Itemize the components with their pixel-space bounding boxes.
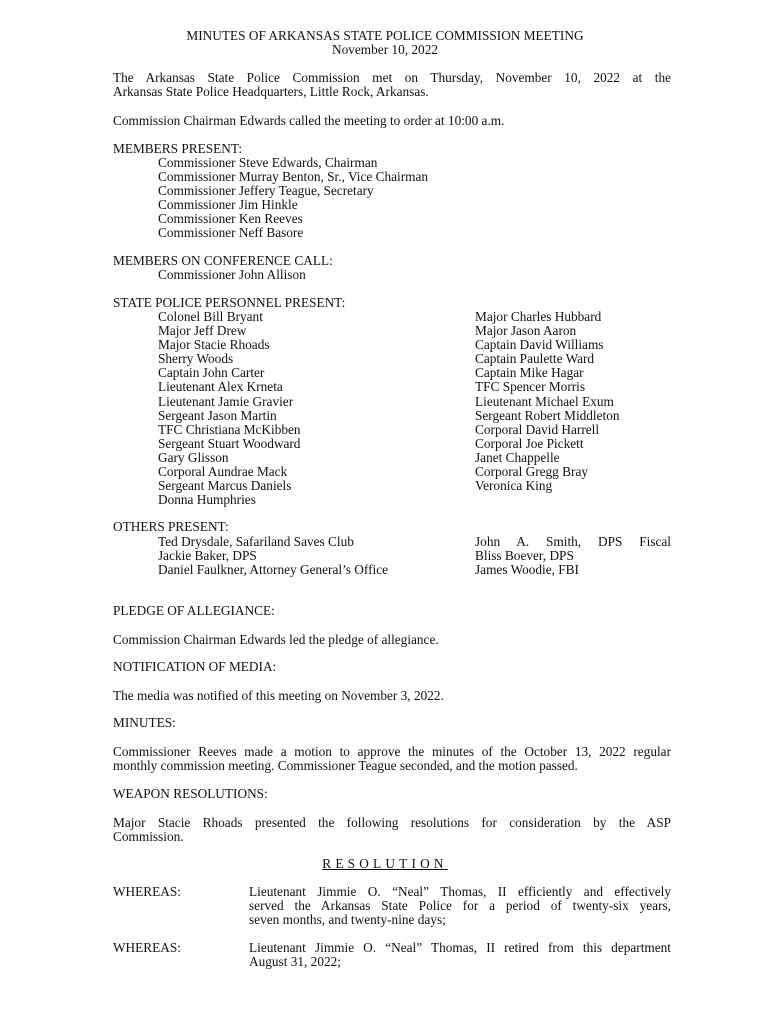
list-item: Captain John Carter (158, 365, 265, 381)
list-item: Commissioner Steve Edwards, Chairman (158, 155, 378, 170)
list-item: Sergeant Stuart Woodward (158, 435, 301, 451)
list-item: Sherry Woods (158, 351, 234, 367)
list-item: Captain David Williams (475, 337, 604, 353)
list-item: TFC Spencer Morris (475, 379, 586, 395)
list-item: Corporal David Harrell (475, 421, 600, 437)
whereas-text (249, 941, 671, 969)
intro-line: Arkansas State Police Headquarters, Little Rock, Arkansas. (113, 84, 429, 100)
conference-call-list (158, 268, 306, 282)
list-item: Gary Glisson (158, 449, 229, 465)
list-item: Sergeant Jason Martin (158, 407, 277, 423)
weapon-line: Commission. (113, 829, 184, 845)
conference-call-heading: MEMBERS ON CONFERENCE CALL: (113, 253, 333, 268)
pledge-heading: PLEDGE OF ALLEGIANCE: (113, 603, 275, 618)
list-item: Sergeant Robert Middleton (475, 407, 620, 423)
whereas-line: Lieutenant Jimmie O. “Neal” Thomas, II retired from this department (249, 940, 671, 955)
personnel-right-column (475, 310, 620, 493)
list-item: Donna Humphries (158, 492, 256, 508)
personnel-heading: STATE POLICE PERSONNEL PRESENT: (113, 295, 346, 310)
list-item: Captain Paulette Ward (475, 351, 595, 367)
list-item: Corporal Joe Pickett (475, 435, 584, 451)
list-item: Corporal Aundrae Mack (158, 464, 288, 480)
list-item: Commissioner Murray Benton, Sr., Vice Chairman (158, 169, 429, 185)
list-item: Major Jeff Drew (158, 323, 247, 339)
list-item: James Woodie, FBI (475, 562, 579, 578)
resolution-title: RESOLUTION (322, 856, 448, 871)
members-present-heading: MEMBERS PRESENT: (113, 141, 243, 156)
weapon-heading: WEAPON RESOLUTIONS: (113, 786, 268, 801)
list-item: Commissioner John Allison (158, 267, 306, 282)
intro-line: The Arkansas State Police Commission met on Thursday, November 10, 2022 at the (113, 70, 671, 85)
whereas-line: seven months, and twenty-nine days; (249, 912, 446, 928)
list-item: Corporal Gregg Bray (475, 464, 588, 480)
intro-paragraph (113, 71, 671, 99)
pledge-text: Commission Chairman Edwards led the pledge of allegiance. (113, 632, 439, 647)
whereas-text (249, 885, 671, 928)
others-right-column (475, 535, 671, 577)
minutes-heading: MINUTES: (113, 715, 176, 730)
list-item: Sergeant Marcus Daniels (158, 478, 292, 494)
whereas-line: served the Arkansas State Police for a period of twenty-six years, (249, 898, 671, 914)
list-item: Daniel Faulkner, Attorney General’s Office (158, 562, 388, 578)
weapon-paragraph (113, 816, 671, 844)
list-item: Colonel Bill Bryant (158, 309, 263, 324)
weapon-line: Major Stacie Rhoads presented the following resolutions for consideration by the ASP (113, 815, 671, 830)
members-present-list (158, 156, 428, 241)
list-item: Captain Mike Hagar (475, 365, 584, 381)
list-item: Bliss Boever, DPS (475, 548, 574, 564)
list-item: Lieutenant Michael Exum (475, 393, 614, 409)
list-item: Lieutenant Jamie Gravier (158, 393, 294, 409)
list-item: Veronica King (475, 478, 553, 494)
whereas-label: WHEREAS: (113, 884, 181, 899)
minutes-paragraph (113, 745, 671, 773)
whereas-label: WHEREAS: (113, 940, 181, 955)
document-date: November 10, 2022 (332, 42, 438, 57)
list-item: TFC Christiana McKibben (158, 421, 301, 437)
list-item: Major Charles Hubbard (475, 309, 602, 324)
minutes-line: Commissioner Reeves made a motion to approve the minutes of the October 13, 2022 regular (113, 744, 671, 759)
others-heading: OTHERS PRESENT: (113, 519, 229, 534)
list-item: Major Stacie Rhoads (158, 337, 270, 353)
list-item: Lieutenant Alex Krneta (158, 379, 283, 395)
others-left-column (158, 535, 388, 577)
list-item: Commissioner Ken Reeves (158, 211, 303, 227)
list-item: Commissioner Jim Hinkle (158, 197, 298, 213)
list-item: John A. Smith, DPS Fiscal (475, 534, 671, 549)
media-heading: NOTIFICATION OF MEDIA: (113, 659, 277, 674)
whereas-line: Lieutenant Jimmie O. “Neal” Thomas, II efficiently and effectively (249, 884, 671, 899)
list-item: Commissioner Jeffery Teague, Secretary (158, 183, 374, 199)
list-item: Janet Chappelle (475, 449, 560, 465)
call-to-order: Commission Chairman Edwards called the meeting to order at 10:00 a.m. (113, 113, 505, 128)
list-item: Major Jason Aaron (475, 323, 577, 339)
document-title: MINUTES OF ARKANSAS STATE POLICE COMMISSION MEETING (186, 28, 584, 43)
personnel-left-column (158, 310, 301, 507)
whereas-line: August 31, 2022; (249, 954, 341, 970)
minutes-line: monthly commission meeting. Commissioner Teague seconded, and the motion passed. (113, 758, 578, 774)
list-item: Jackie Baker, DPS (158, 548, 257, 564)
list-item: Commissioner Neff Basore (158, 225, 304, 241)
list-item: Ted Drysdale, Safariland Saves Club (158, 534, 354, 549)
media-text: The media was notified of this meeting on November 3, 2022. (113, 688, 444, 703)
